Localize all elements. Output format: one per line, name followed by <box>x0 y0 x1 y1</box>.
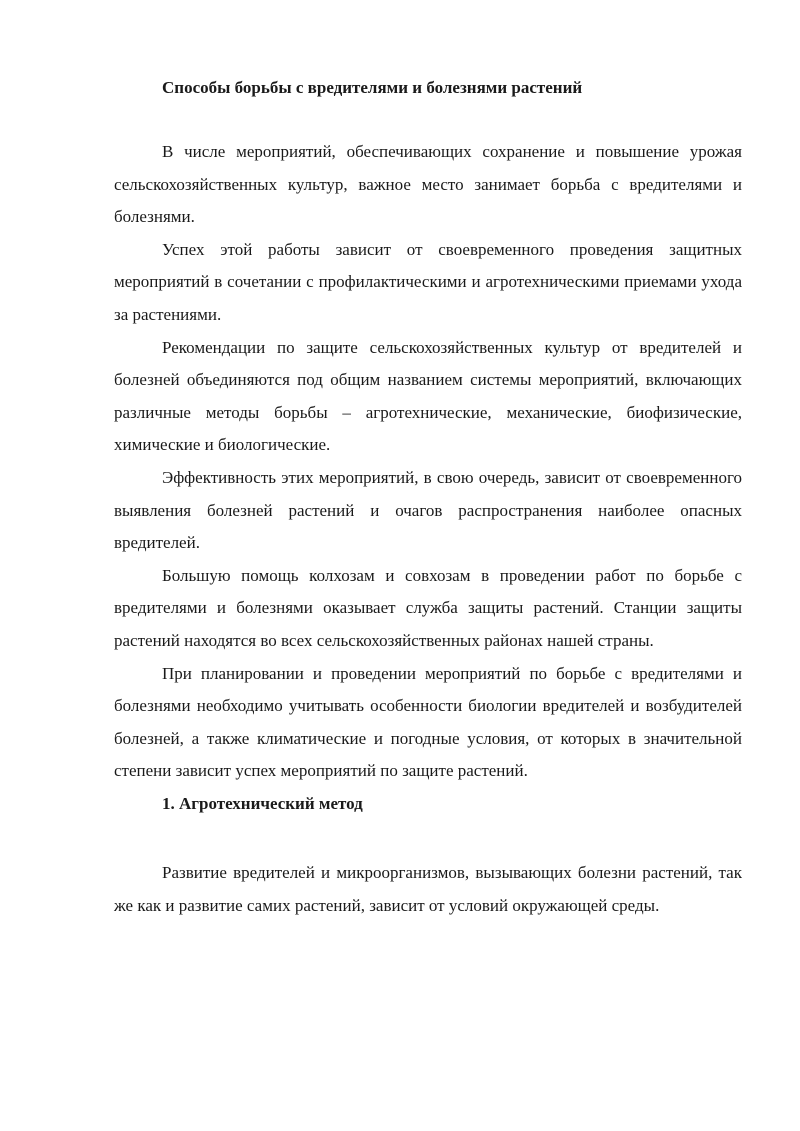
paragraph-4: Эффективность этих мероприятий, в свою очередь, зависит от своевременного выявления болезней растений и очагов распространения наиболее опасных вредителей. <box>114 467 742 553</box>
paragraph-3: Рекомендации по защите сельскохозяйственных культур от вредителей и болезней объединяются под общим названием системы мероприятий, включающих различные методы борьбы – агротехнические, механические, биофизические, химические и биологические. <box>114 337 742 455</box>
paragraph-2: Успех этой работы зависит от своевременного проведения защитных мероприятий в сочетании с профилактическими и агротехническими приемами ухода за растениями. <box>114 239 742 324</box>
section-heading: 1. Агротехнический метод <box>162 793 363 813</box>
document-body <box>114 72 742 923</box>
section-spacer <box>114 820 742 857</box>
paragraph-6: При планировании и проведении мероприятий по борьбе с вредителями и болезнями необходимо учитывать особенности биологии вредителей и возбудителей болезней, а также климатические и погодные условия, от которых в значительной степени зависит успех мероприятий по защите растений. <box>114 663 742 781</box>
paragraph-5: Большую помощь колхозам и совхозам в проведении работ по борьбе с вредителями и болезнями оказывает служба защиты растений. Станции защиты растений находятся во всех сельскохозяйственных районах нашей страны. <box>114 565 742 650</box>
title-spacer <box>114 104 742 136</box>
document-title: Способы борьбы с вредителями и болезнями растений <box>162 78 583 97</box>
paragraph-1: В числе мероприятий, обеспечивающих сохранение и повышение урожая сельскохозяйственных культур, важное место занимает борьба с вредителями и болезнями. <box>114 142 742 227</box>
section-paragraph-1: Развитие вредителей и микроорганизмов, вызывающих болезни растений, так же как и развитие самих растений, зависит от условий окружающей среды. <box>114 863 742 916</box>
